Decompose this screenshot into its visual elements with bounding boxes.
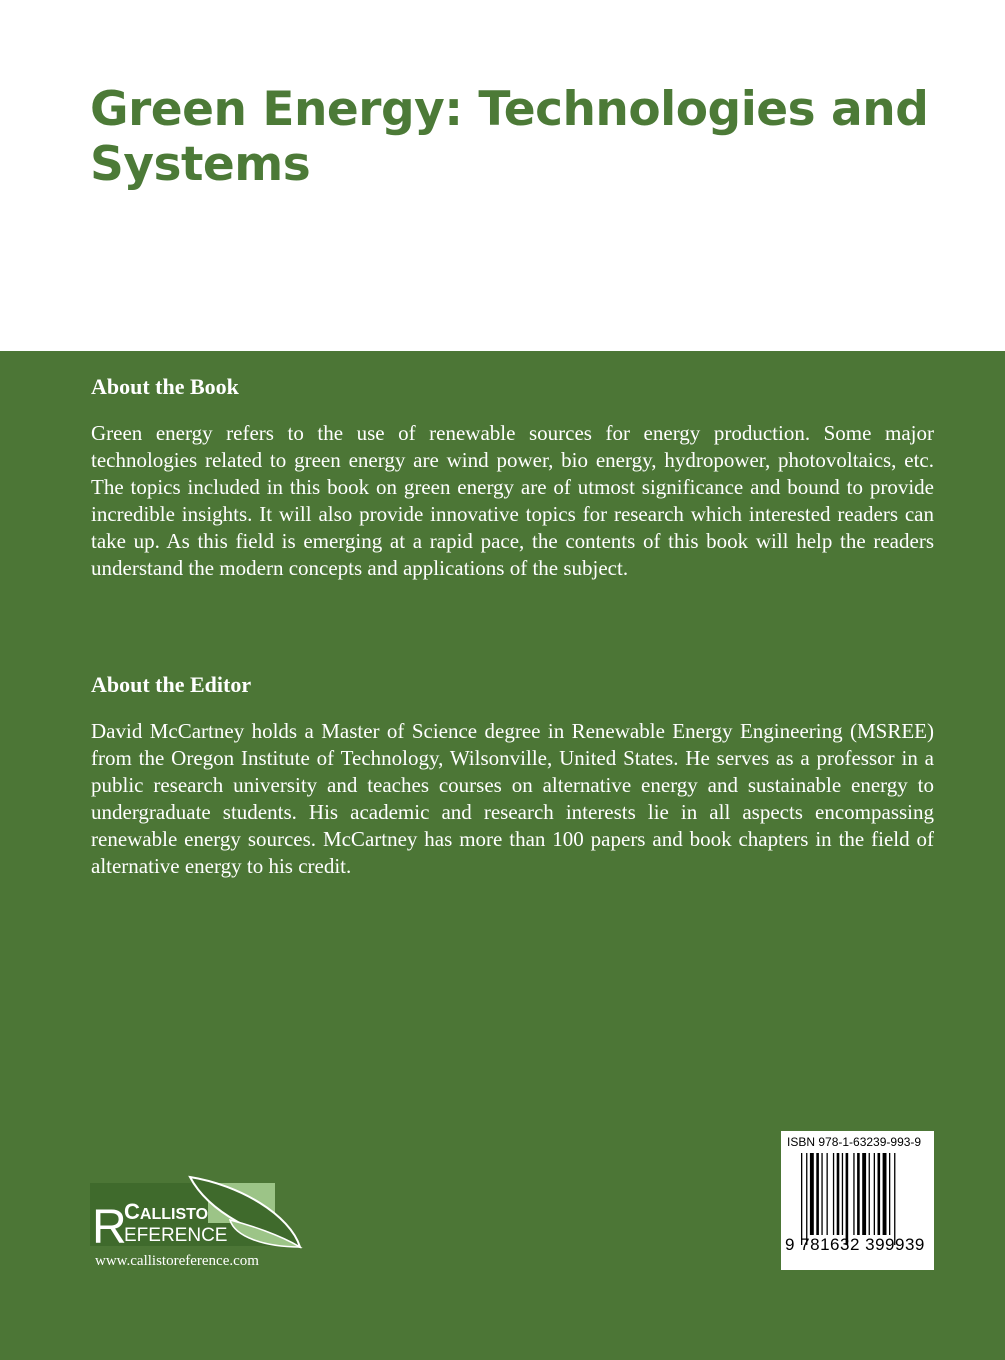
barcode-bar: [857, 1153, 860, 1235]
publisher-url[interactable]: www.callistoreference.com: [95, 1253, 259, 1269]
barcode-bar: [842, 1153, 843, 1235]
barcode-bar: [837, 1153, 840, 1235]
barcode-bar: [846, 1153, 849, 1245]
svg-text:CALLISTO: CALLISTO: [124, 1199, 209, 1224]
barcode-bar: [869, 1153, 870, 1235]
barcode-bar: [816, 1153, 819, 1235]
svg-text:R: R: [92, 1201, 127, 1250]
isbn-label: ISBN 978-1-63239-993-9: [787, 1135, 922, 1149]
isbn-barcode: [781, 1131, 934, 1270]
barcode-bar: [853, 1153, 854, 1235]
about-editor-text: David McCartney holds a Master of Science degree in Renewable Energy Engineering (MSREE) from the Oregon Institute of Technology, Wilsonville, United States. He serves as a professor in a public research university and teaches courses on alternative energy and sustainable energy to undergraduate students. His academic and research interests lie in all aspects encompassing renewable energy sources. McCartney has more than 100 papers and book chapters in the field of alternative energy to his credit.: [91, 719, 934, 878]
publisher-logo: [90, 1175, 305, 1250]
barcode-digits: 9 781632 399939: [785, 1235, 925, 1254]
barcode-bar: [874, 1153, 875, 1235]
barcode-bar: [894, 1153, 895, 1245]
barcode-bar: [862, 1153, 866, 1235]
about-book-text: Green energy refers to the use of renewable sources for energy production. Some major technologies related to green energy are wind power, bio energy, hydropower, photovoltaics, etc. The topics included in this book on green energy are of utmost significance and bound to provide incredible insights. It will also provide innovative topics for research which interested readers can take up. As this field is emerging at a rapid pace, the contents of this book will help the readers understand the modern concepts and applications of the subject.: [91, 421, 934, 580]
about-book-heading: About the Book: [91, 374, 239, 399]
barcode-bar: [801, 1153, 802, 1245]
barcode-bar: [878, 1153, 881, 1235]
book-title: Green Energy: Technologies and Systems: [90, 82, 929, 192]
barcode-bar: [806, 1153, 807, 1245]
barcode-bar: [821, 1153, 822, 1235]
barcode-bar: [889, 1153, 890, 1235]
barcode-bar: [827, 1153, 828, 1235]
barcode-bar: [810, 1153, 814, 1235]
barcode-bar: [833, 1153, 834, 1235]
barcode-bars: [801, 1153, 926, 1245]
svg-text:EFERENCE: EFERENCE: [124, 1225, 228, 1246]
about-editor-heading: About the Editor: [91, 672, 252, 697]
barcode-bar: [883, 1153, 887, 1235]
